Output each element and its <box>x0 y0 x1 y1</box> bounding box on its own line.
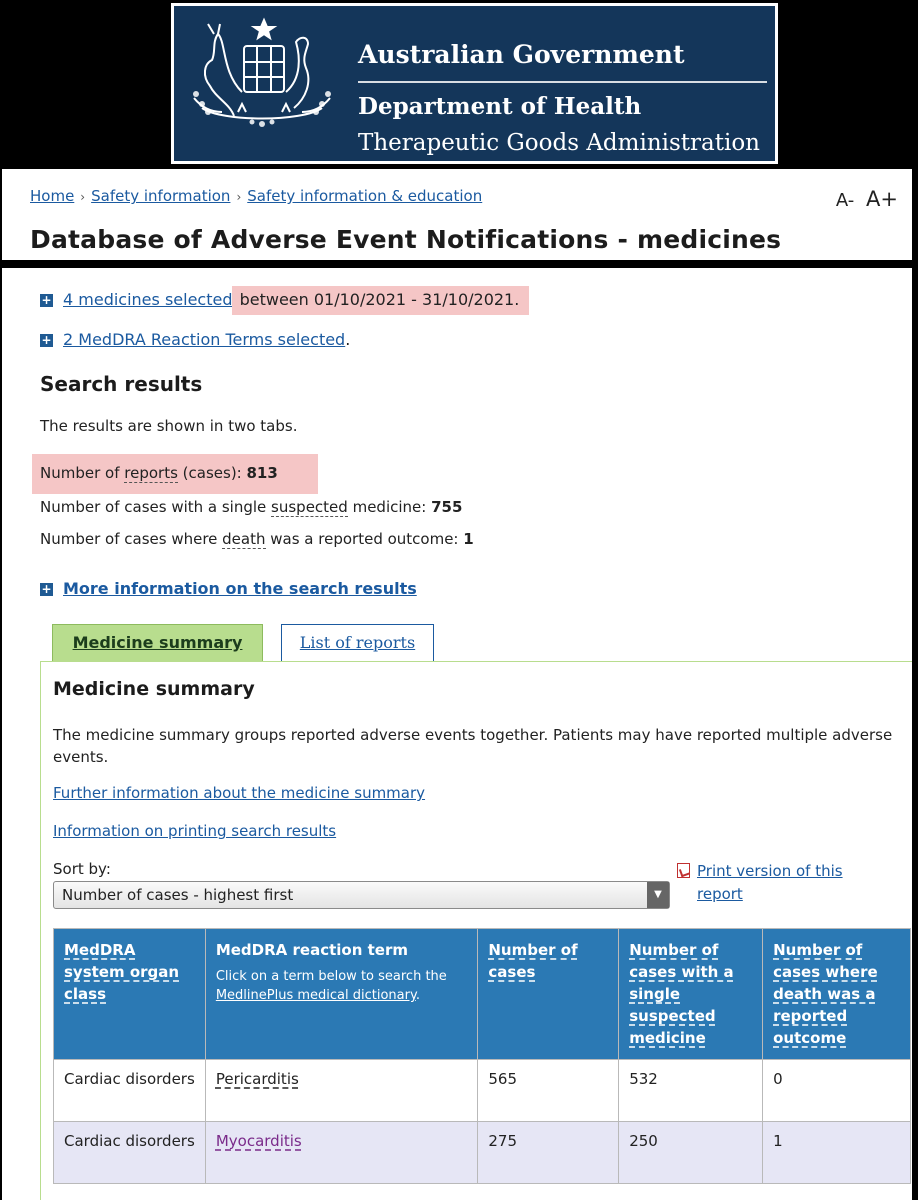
expand-plus-icon[interactable]: + <box>41 582 52 596</box>
banner-divider <box>358 81 767 83</box>
header-single-suspected-label: Number of cases with a single suspected medicine <box>629 941 734 1047</box>
breadcrumb-separator: › <box>236 190 242 204</box>
breadcrumb <box>30 187 482 205</box>
meddra-terms-link[interactable]: 2 MedDRA Reaction Terms selected <box>63 330 346 349</box>
header-organ-class-label: MedDRA system organ class <box>64 941 180 1003</box>
reports-label: Number of <box>40 464 125 482</box>
cell-organ-class: Cardiac disorders <box>54 1060 206 1122</box>
terms-suffix: . <box>345 330 351 349</box>
tab-list-of-reports[interactable] <box>281 624 434 662</box>
reports-count-highlight <box>32 454 318 494</box>
cell-deaths: 1 <box>763 1122 911 1184</box>
header-number-of-cases-label: Number of cases <box>488 941 578 981</box>
header-death-outcome-label: Number of cases where death was a reported outcome <box>773 941 878 1047</box>
breadcrumb-separator: › <box>80 190 86 204</box>
results-table <box>53 928 911 1184</box>
agency-name: Therapeutic Goods Administration <box>358 130 760 156</box>
single-medicine-count: 755 <box>431 498 463 516</box>
header-organ-class[interactable] <box>54 929 206 1060</box>
date-range-highlight <box>232 286 529 315</box>
table-header-row <box>54 929 911 1060</box>
date-range-text: between 01/10/2021 - 31/10/2021. <box>239 290 520 309</box>
reports-count: 813 <box>246 464 278 482</box>
header-reaction-term[interactable] <box>205 929 478 1060</box>
department-name: Department of Health <box>358 93 642 120</box>
single-label: Number of cases with a single <box>40 498 272 516</box>
breadcrumb-safety-education[interactable]: Safety information & education <box>247 187 483 205</box>
death-outcome-stat <box>40 530 474 548</box>
main-content <box>0 266 914 1200</box>
reports-term[interactable]: reports <box>124 464 178 482</box>
single-medicine-stat <box>40 498 462 516</box>
reaction-term-hint <box>216 967 468 1005</box>
cell-reaction-term <box>205 1122 478 1184</box>
increase-font-button[interactable]: A+ <box>866 187 898 211</box>
sort-label: Sort by: <box>53 860 111 878</box>
header-single-suspected[interactable] <box>619 929 763 1060</box>
medicines-selection <box>40 290 529 309</box>
banner-background <box>174 6 775 161</box>
header-number-of-cases[interactable] <box>478 929 619 1060</box>
printing-information-link[interactable]: Information on printing search results <box>53 822 337 840</box>
cell-deaths: 0 <box>763 1060 911 1122</box>
single-label-suffix: medicine: <box>347 498 432 516</box>
medicine-summary-description: The medicine summary groups reported adverse events together. Patients may have reported multiple adverse events. <box>53 726 893 766</box>
dropdown-arrow-icon[interactable]: ▼ <box>647 882 669 908</box>
search-results-heading: Search results <box>40 372 203 396</box>
header-reaction-term-label: MedDRA reaction term <box>215 941 408 959</box>
death-label: Number of cases where <box>40 530 223 548</box>
table-row <box>54 1122 911 1184</box>
terms-selection <box>40 330 350 349</box>
coat-of-arms-icon <box>182 12 342 152</box>
suspected-term[interactable]: suspected <box>271 498 348 516</box>
breadcrumb-home[interactable]: Home <box>30 187 75 205</box>
decrease-font-button[interactable]: A- <box>835 190 855 211</box>
cell-single-suspected: 532 <box>619 1060 763 1122</box>
death-term[interactable]: death <box>222 530 266 548</box>
page-header <box>0 167 914 262</box>
government-title: Australian Government <box>358 40 685 69</box>
death-count: 1 <box>463 530 474 548</box>
print-version-link[interactable]: Print version of this report <box>697 862 843 903</box>
further-information-link[interactable]: Further information about the medicine summary <box>53 784 426 802</box>
cell-cases: 275 <box>478 1122 619 1184</box>
sort-select-value: Number of cases - highest first <box>62 886 294 904</box>
reaction-hint-text: Click on a term below to search the <box>215 969 447 984</box>
tab-medicine-summary[interactable] <box>52 624 263 662</box>
cell-reaction-term <box>205 1060 478 1122</box>
table-row <box>54 1060 911 1122</box>
expand-plus-icon[interactable]: + <box>41 293 52 307</box>
breadcrumb-safety-information[interactable]: Safety information <box>91 187 231 205</box>
expand-plus-icon[interactable]: + <box>41 333 52 347</box>
tab-medicine-summary-label: Medicine summary <box>72 633 243 652</box>
tab-list-of-reports-label: List of reports <box>299 633 416 652</box>
government-banner <box>171 3 778 164</box>
more-information-link[interactable]: More information on the search results <box>63 579 417 598</box>
sort-select[interactable] <box>53 881 670 909</box>
cell-single-suspected: 250 <box>619 1122 763 1184</box>
medicine-summary-panel <box>40 661 914 1200</box>
medlineplus-link[interactable]: MedlinePlus medical dictionary <box>215 988 416 1003</box>
more-information <box>40 579 417 598</box>
pdf-icon <box>677 863 690 878</box>
page-title: Database of Adverse Event Notifications - medicines <box>30 225 782 254</box>
reaction-term-link[interactable]: Pericarditis <box>215 1070 299 1088</box>
reaction-term-link[interactable]: Myocarditis <box>215 1132 302 1150</box>
results-intro: The results are shown in two tabs. <box>40 417 298 435</box>
reaction-hint-suffix: . <box>415 988 420 1003</box>
cell-cases: 565 <box>478 1060 619 1122</box>
reports-label-suffix: (cases): <box>177 464 247 482</box>
death-label-suffix: was a reported outcome: <box>265 530 464 548</box>
medicines-selected-link[interactable]: 4 medicines selected <box>63 290 233 309</box>
font-size-controls <box>830 187 898 211</box>
medicine-summary-title: Medicine summary <box>53 678 255 700</box>
print-version <box>677 860 877 906</box>
header-death-outcome[interactable] <box>763 929 911 1060</box>
cell-organ-class: Cardiac disorders <box>54 1122 206 1184</box>
